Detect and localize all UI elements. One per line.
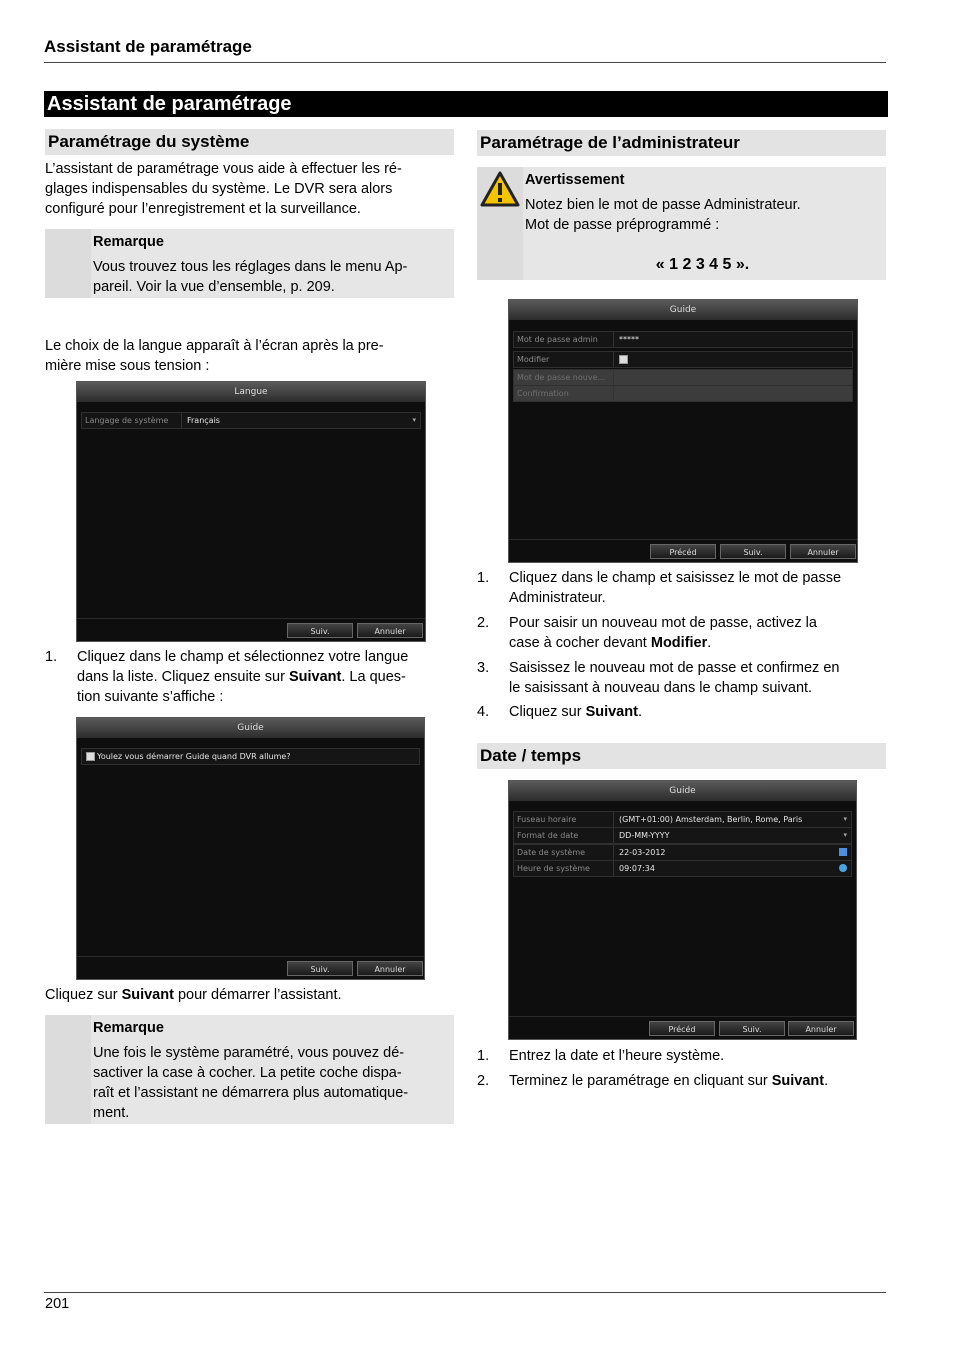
note-content bbox=[93, 1017, 448, 1123]
new-password-field[interactable] bbox=[513, 369, 853, 386]
previous-button[interactable]: Précéd bbox=[650, 544, 716, 559]
list-item bbox=[45, 647, 455, 707]
warning-line: Notez bien le mot de passe Administrateur. bbox=[525, 197, 801, 213]
warning-line: Mot de passe préprogrammé : bbox=[525, 217, 720, 233]
system-date-field[interactable] bbox=[513, 844, 852, 861]
text-run: . bbox=[824, 1073, 829, 1089]
list-number: 2. bbox=[477, 1073, 490, 1089]
next-button[interactable]: Suiv. bbox=[719, 1021, 785, 1036]
note-gutter bbox=[45, 229, 91, 298]
list-item bbox=[477, 568, 887, 608]
chapter-title: Assistant de paramétrage bbox=[44, 91, 888, 117]
intro-line: configuré pour l’enregistrement et la surveillance. bbox=[45, 201, 361, 217]
row-value: Français bbox=[187, 416, 220, 425]
row-label: Date de système bbox=[514, 845, 614, 860]
note-line: Vous trouvez tous les réglages dans le menu Ap- bbox=[93, 259, 408, 275]
admin-password-field[interactable] bbox=[513, 331, 853, 348]
text-run: pour démarrer l’assistant. bbox=[173, 987, 342, 1003]
text-run: case à cocher devant bbox=[509, 635, 651, 651]
screen-title: Guide bbox=[509, 300, 857, 320]
list-item bbox=[477, 658, 887, 698]
next-button[interactable]: Suiv. bbox=[720, 544, 786, 559]
bold-term: Suivant bbox=[288, 669, 342, 685]
intro-line: L’assistant de paramétrage vous aide à effectuer les ré- bbox=[45, 161, 402, 177]
language-select[interactable] bbox=[81, 412, 421, 429]
list-text bbox=[509, 702, 887, 722]
row-value bbox=[617, 352, 852, 367]
note-title: Remarque bbox=[93, 234, 164, 250]
list-number: 2. bbox=[477, 615, 490, 631]
note-line: pareil. Voir la vue d’ensemble, p. 209. bbox=[93, 279, 335, 295]
row-label: Mot de passe nouve... bbox=[514, 370, 614, 385]
list-number: 4. bbox=[477, 704, 490, 720]
row-value bbox=[617, 370, 852, 385]
dvr-admin-screen bbox=[508, 299, 858, 563]
intro-line: glages indispensables du système. Le DVR sera alors bbox=[45, 181, 393, 197]
text-run: . bbox=[637, 704, 642, 720]
checkbox-icon[interactable] bbox=[619, 355, 628, 364]
bold-term: Suivant bbox=[585, 704, 638, 720]
text-run: Cliquez sur bbox=[509, 704, 586, 720]
list-line: tion suivante s’affiche : bbox=[77, 689, 224, 705]
chevron-down-icon: ▾ bbox=[412, 416, 416, 424]
bold-term: Suivant bbox=[771, 1073, 825, 1089]
row-label: Langage de système bbox=[82, 413, 182, 428]
note-line: raît et l’assistant ne démarrera plus automatique- bbox=[93, 1085, 409, 1101]
note-line: sactiver la case à cocher. La petite coche dispa- bbox=[93, 1065, 402, 1081]
row-label: Format de date bbox=[514, 828, 614, 843]
warning-icon bbox=[480, 171, 520, 212]
list-line: Saisissez le nouveau mot de passe et confirmez en bbox=[509, 660, 840, 676]
text-run: Terminez le paramétrage en cliquant sur bbox=[509, 1073, 772, 1089]
next-button[interactable]: Suiv. bbox=[287, 961, 353, 976]
list-text bbox=[509, 568, 887, 608]
list-item bbox=[477, 1071, 887, 1091]
lang-intro-line: mière mise sous tension : bbox=[45, 358, 210, 374]
warning-box bbox=[477, 167, 886, 280]
bold-term: Modifier bbox=[650, 635, 708, 651]
text-run: . La ques- bbox=[341, 669, 406, 685]
lang-intro-line: Le choix de la langue apparaît à l’écran après la pre- bbox=[45, 338, 384, 354]
dvr-datetime-screen bbox=[508, 780, 857, 1040]
list-text bbox=[77, 647, 455, 707]
intro-paragraph bbox=[45, 159, 455, 219]
list-line bbox=[77, 667, 455, 687]
modify-checkbox-row[interactable] bbox=[513, 351, 853, 368]
list-line: Pour saisir un nouveau mot de passe, activez la bbox=[509, 615, 817, 631]
row-value: DD-MM-YYYY bbox=[619, 831, 670, 840]
text-run: dans la liste. Cliquez ensuite sur bbox=[77, 669, 289, 685]
dvr-language-screen bbox=[76, 381, 426, 642]
row-label: Mot de passe admin bbox=[514, 332, 614, 347]
row-label: Fuseau horaire bbox=[514, 812, 614, 827]
row-value bbox=[617, 386, 852, 401]
row-value: (GMT+01:00) Amsterdam, Berlin, Rome, Paris bbox=[619, 815, 803, 824]
list-number: 1. bbox=[477, 1048, 490, 1064]
list-number: 1. bbox=[477, 570, 490, 586]
section-title-system: Paramétrage du système bbox=[45, 129, 454, 155]
system-time-field[interactable] bbox=[513, 860, 852, 877]
screen-title: Langue bbox=[77, 382, 425, 402]
note-box bbox=[45, 1015, 454, 1124]
list-number: 1. bbox=[45, 649, 58, 665]
note-title: Remarque bbox=[93, 1020, 164, 1036]
note-gutter bbox=[45, 1015, 91, 1124]
warning-title: Avertissement bbox=[525, 172, 625, 188]
warning-content bbox=[525, 169, 880, 275]
confirm-password-field[interactable] bbox=[513, 385, 853, 402]
bold-term: Suivant bbox=[121, 987, 174, 1003]
page-number: 201 bbox=[45, 1296, 70, 1312]
previous-button[interactable]: Précéd bbox=[649, 1021, 715, 1036]
list-line: le saisissant à nouveau dans le champ suivant. bbox=[509, 680, 813, 696]
dvr-guide-screen bbox=[76, 717, 425, 980]
cancel-button[interactable]: Annuler bbox=[357, 961, 423, 976]
checkbox-icon[interactable] bbox=[86, 752, 95, 761]
screen-title: Guide bbox=[509, 781, 856, 801]
section-title-admin: Paramétrage de l’administrateur bbox=[477, 130, 886, 156]
footer-rule bbox=[44, 1292, 886, 1293]
cancel-button[interactable]: Annuler bbox=[357, 623, 423, 638]
guide-start-row[interactable] bbox=[81, 748, 420, 765]
row-label: Heure de système bbox=[514, 861, 614, 876]
note-line: Une fois le système paramétré, vous pouvez dé- bbox=[93, 1045, 405, 1061]
list-item bbox=[477, 1046, 887, 1066]
list-item bbox=[477, 702, 887, 722]
checkbox-label: Youlez vous démarrer Guide quand DVR allume? bbox=[97, 752, 291, 761]
row-value: ***** bbox=[619, 335, 639, 344]
list-line: Cliquez dans le champ et saisissez le mot de passe bbox=[509, 570, 842, 586]
next-button[interactable]: Suiv. bbox=[287, 623, 353, 638]
date-format-select[interactable] bbox=[513, 827, 852, 844]
click-next-paragraph bbox=[45, 985, 455, 1005]
text-run: Cliquez sur bbox=[45, 987, 122, 1003]
calendar-icon[interactable] bbox=[839, 848, 847, 856]
default-password: « 1 2 3 4 5 ». bbox=[655, 256, 750, 273]
screen-title: Guide bbox=[77, 718, 424, 738]
clock-icon[interactable] bbox=[839, 864, 847, 872]
list-number: 3. bbox=[477, 660, 490, 676]
row-label: Modifier bbox=[514, 352, 614, 367]
note-box bbox=[45, 229, 454, 298]
list-text bbox=[509, 613, 887, 653]
list-line: Cliquez dans le champ et sélectionnez votre langue bbox=[77, 649, 409, 665]
cancel-button[interactable]: Annuler bbox=[788, 1021, 854, 1036]
running-header: Assistant de paramétrage bbox=[44, 37, 252, 56]
list-text: Entrez la date et l’heure système. bbox=[509, 1048, 725, 1064]
list-item bbox=[477, 613, 887, 653]
timezone-select[interactable] bbox=[513, 811, 852, 828]
row-value: 09:07:34 bbox=[619, 864, 655, 873]
row-label: Confirmation bbox=[514, 386, 614, 401]
cancel-button[interactable]: Annuler bbox=[790, 544, 856, 559]
list-text bbox=[509, 658, 887, 698]
text-run: . bbox=[707, 635, 712, 651]
list-line bbox=[509, 633, 887, 653]
list-line: Administrateur. bbox=[509, 590, 606, 606]
language-intro bbox=[45, 336, 455, 376]
section-title-date: Date / temps bbox=[477, 743, 886, 769]
chevron-down-icon: ▾ bbox=[843, 815, 847, 823]
row-value bbox=[84, 749, 419, 764]
chevron-down-icon: ▾ bbox=[843, 831, 847, 839]
row-value: 22-03-2012 bbox=[619, 848, 666, 857]
list-text bbox=[509, 1071, 887, 1091]
note-content bbox=[93, 231, 448, 297]
note-line: ment. bbox=[93, 1105, 130, 1121]
header-rule bbox=[44, 62, 886, 63]
